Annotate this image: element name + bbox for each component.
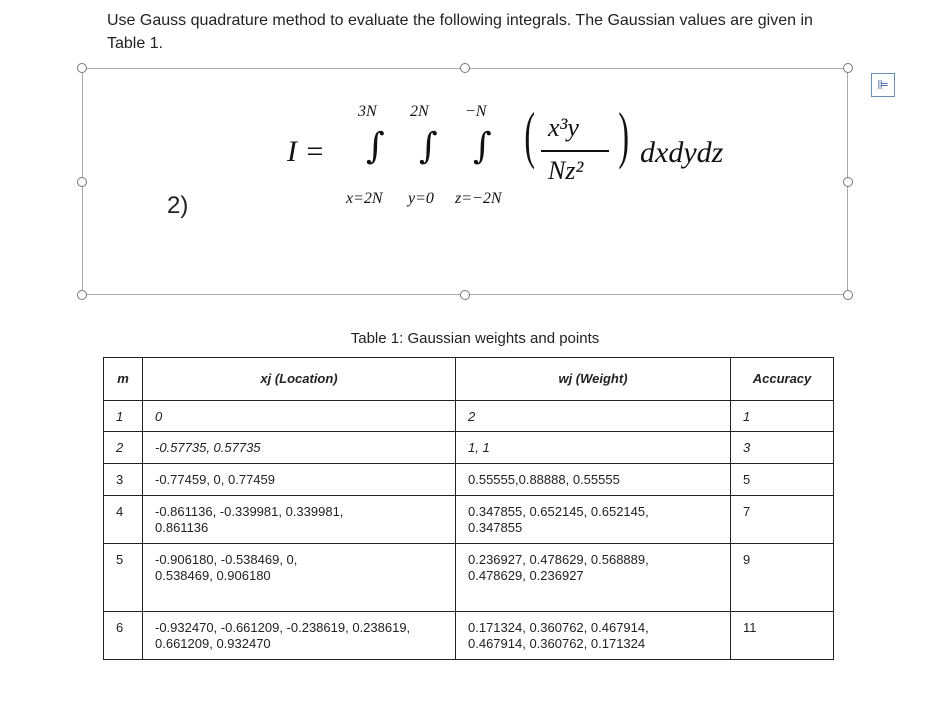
- cell-weight: 0.347855, 0.652145, 0.652145, 0.347855: [456, 496, 731, 544]
- upper-limit: 3N: [358, 103, 377, 120]
- resize-handle[interactable]: [843, 177, 853, 187]
- upper-limit: −N: [465, 103, 487, 120]
- header-location: xj (Location): [143, 358, 456, 401]
- cell-location: -0.932470, -0.661209, -0.238619, 0.238619, 0.661209, 0.932470: [143, 612, 456, 660]
- table-row: [104, 401, 834, 432]
- cell-m: 3: [104, 464, 143, 496]
- resize-handle[interactable]: [77, 290, 87, 300]
- table-row: [104, 496, 834, 544]
- numerator: x³y: [548, 113, 579, 142]
- table-row: [104, 432, 834, 464]
- cell-location: 0: [143, 401, 456, 432]
- cell-weight: 0.55555,0.88888, 0.55555: [456, 464, 731, 496]
- cell-m: 2: [104, 432, 143, 464]
- integral-sign-icon: ∫: [419, 126, 438, 167]
- differential: dxdydz: [640, 136, 724, 169]
- denominator: Nz²: [548, 156, 584, 185]
- table-row: [104, 544, 834, 612]
- upper-limit: 2N: [410, 103, 429, 120]
- lower-limit: y=0: [408, 190, 434, 207]
- cell-accuracy: 7: [731, 496, 834, 544]
- gauss-table: [103, 357, 834, 660]
- cell-weight: 2: [456, 401, 731, 432]
- equation-lhs: I =: [287, 135, 325, 168]
- header-weight: wj (Weight): [456, 358, 731, 401]
- cell-accuracy: 1: [731, 401, 834, 432]
- lower-limit: x=2N: [346, 190, 383, 207]
- lower-limit: z=−2N: [455, 190, 502, 207]
- cell-accuracy: 3: [731, 432, 834, 464]
- cell-location: -0.77459, 0, 0.77459: [143, 464, 456, 496]
- table-caption: Table 1: Gaussian weights and points: [350, 330, 600, 347]
- header-accuracy: Accuracy: [731, 358, 834, 401]
- resize-handle[interactable]: [77, 63, 87, 73]
- cell-location: -0.861136, -0.339981, 0.339981, 0.861136: [143, 496, 456, 544]
- integral-sign-icon: ∫: [366, 126, 385, 167]
- cell-m: 1: [104, 401, 143, 432]
- cell-m: 5: [104, 544, 143, 612]
- table-row: [104, 612, 834, 660]
- cell-m: 4: [104, 496, 143, 544]
- table-header-row: [104, 358, 834, 401]
- layout-options-icon[interactable]: ⊫: [871, 73, 895, 97]
- resize-handle[interactable]: [460, 290, 470, 300]
- resize-handle[interactable]: [843, 63, 853, 73]
- cell-location: -0.57735, 0.57735: [143, 432, 456, 464]
- cell-m: 6: [104, 612, 143, 660]
- header-m: m: [104, 358, 143, 401]
- cell-weight: 1, 1: [456, 432, 731, 464]
- cell-accuracy: 9: [731, 544, 834, 612]
- table-row: [104, 464, 834, 496]
- cell-accuracy: 11: [731, 612, 834, 660]
- integral-sign-icon: ∫: [473, 126, 492, 167]
- resize-handle[interactable]: [843, 290, 853, 300]
- problem-number: 2): [167, 192, 189, 219]
- cell-weight: 0.171324, 0.360762, 0.467914, 0.467914, 0.360762, 0.171324: [456, 612, 731, 660]
- cell-weight: 0.236927, 0.478629, 0.568889, 0.478629, 0.236927: [456, 544, 731, 612]
- cell-accuracy: 5: [731, 464, 834, 496]
- resize-handle[interactable]: [77, 177, 87, 187]
- cell-location: -0.906180, -0.538469, 0, 0.538469, 0.906180: [143, 544, 456, 612]
- resize-handle[interactable]: [460, 63, 470, 73]
- intro-text: Use Gauss quadrature method to evaluate the following integrals. The Gaussian values are given in Table 1.: [107, 12, 813, 52]
